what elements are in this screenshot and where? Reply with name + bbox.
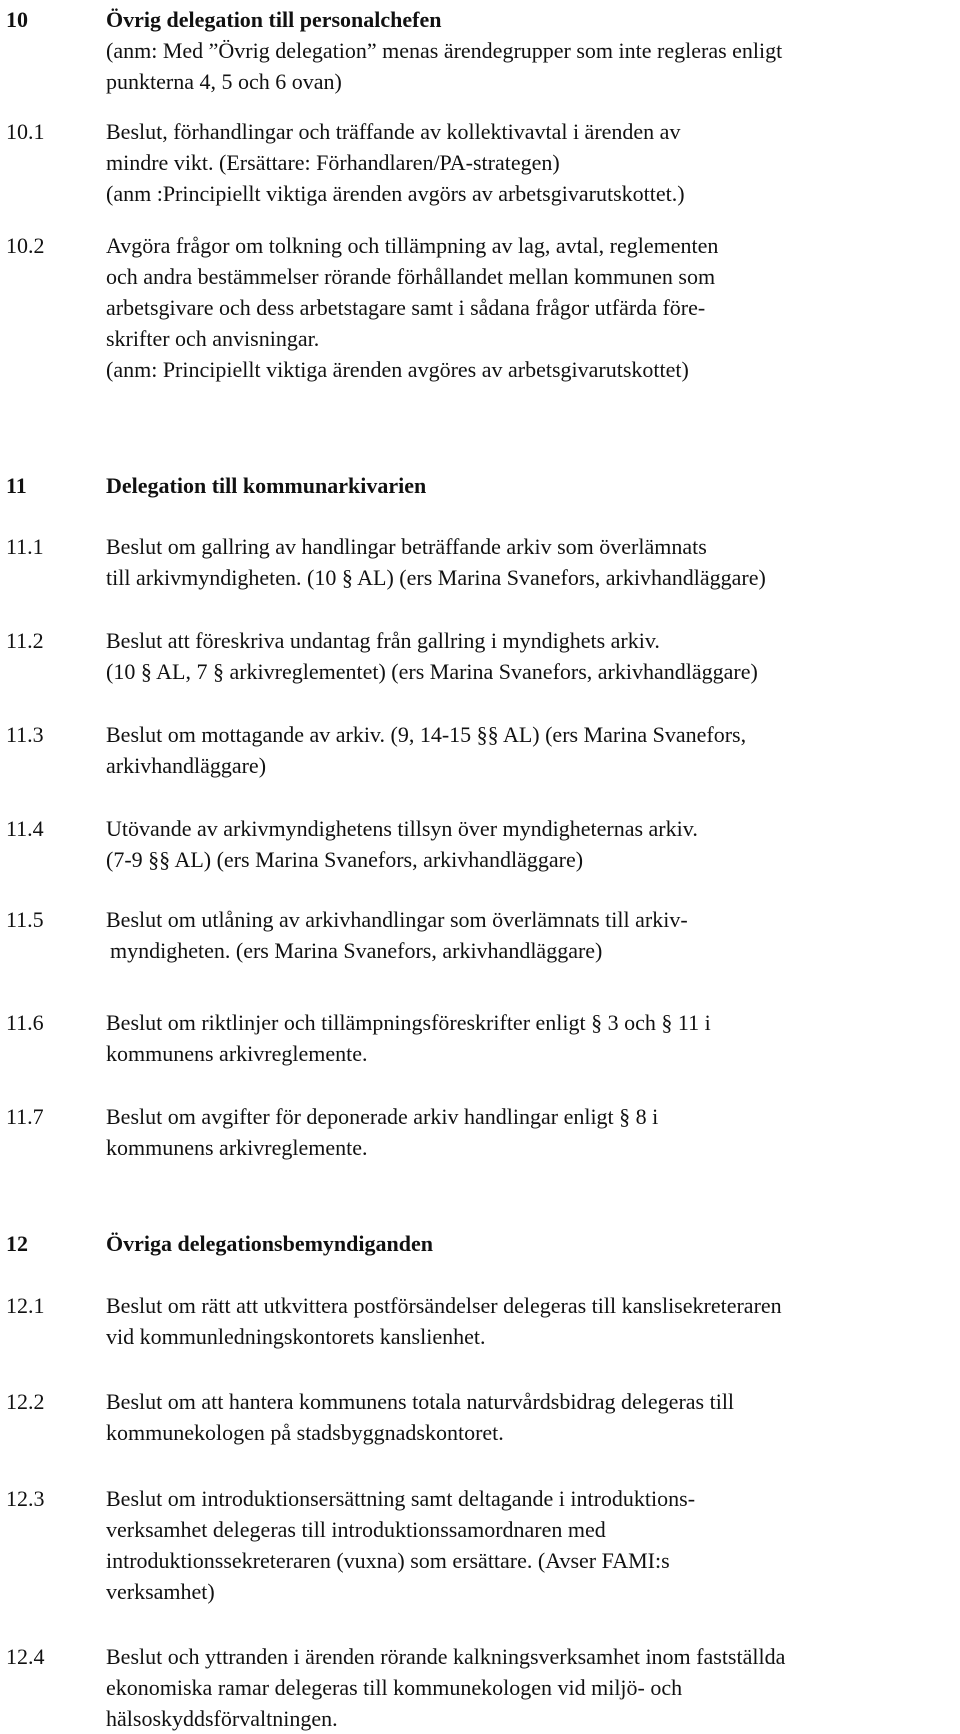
item-line: Beslut om avgifter för deponerade arkiv handlingar enligt § 8 i	[106, 1104, 659, 1129]
item-number: 11.2	[6, 628, 44, 653]
item-number: 11.7	[6, 1104, 44, 1129]
item-line: arkivhandläggare)	[106, 753, 267, 778]
item-number: 12.4	[6, 1644, 45, 1669]
item-number: 11.1	[6, 534, 44, 559]
item-number: 10.2	[6, 233, 45, 258]
item-line: vid kommunledningskontorets kanslienhet.	[106, 1324, 486, 1349]
item-line: skrifter och anvisningar.	[106, 326, 320, 351]
item-number: 12.3	[6, 1486, 45, 1511]
item-line: kommunens arkivreglemente.	[106, 1041, 368, 1066]
item-line: arbetsgivare och dess arbetstagare samt i sådana frågor utfärda före-	[106, 295, 706, 320]
item-line: Beslut om rätt att utkvittera postförsändelser delegeras till kanslisekreteraren	[106, 1293, 782, 1318]
item-line: Beslut om introduktionsersättning samt deltagande i introduktions-	[106, 1486, 696, 1511]
item-line: hälsoskyddsförvaltningen.	[106, 1706, 338, 1731]
item-line: kommunens arkivreglemente.	[106, 1135, 368, 1160]
item-line: mindre vikt. (Ersättare: Förhandlaren/PA-strategen)	[106, 150, 560, 175]
item-line: Utövande av arkivmyndighetens tillsyn över myndigheternas arkiv.	[106, 816, 698, 841]
item-number: 11.5	[6, 907, 44, 932]
section-number: 10	[6, 7, 28, 32]
section-number: 11	[6, 473, 27, 498]
item-number: 11.3	[6, 722, 44, 747]
item-number: 11.6	[6, 1010, 44, 1035]
section-note: punkterna 4, 5 och 6 ovan)	[106, 69, 342, 94]
item-line: och andra bestämmelser rörande förhållandet mellan kommunen som	[106, 264, 716, 289]
item-line: Beslut och yttranden i ärenden rörande kalkningsverksamhet inom fastställda	[106, 1644, 786, 1669]
item-line: kommunekologen på stadsbyggnadskontoret.	[106, 1420, 504, 1445]
item-number: 10.1	[6, 119, 45, 144]
item-line: introduktionssekreteraren (vuxna) som ersättare. (Avser FAMI:s	[106, 1548, 670, 1573]
item-line: verksamhet delegeras till introduktionssamordnaren med	[106, 1517, 606, 1542]
item-line: (7-9 §§ AL) (ers Marina Svanefors, arkivhandläggare)	[106, 847, 584, 872]
item-line: Avgöra frågor om tolkning och tillämpning av lag, avtal, reglementen	[106, 233, 719, 258]
item-line: (10 § AL, 7 § arkivreglementet) (ers Marina Svanefors, arkivhandläggare)	[106, 659, 758, 684]
item-number: 12.1	[6, 1293, 45, 1318]
item-line: (anm: Principiellt viktiga ärenden avgöres av arbetsgivarutskottet)	[106, 357, 689, 382]
section-title: Delegation till kommunarkivarien	[106, 473, 427, 498]
section-title: Övriga delegationsbemyndiganden	[106, 1231, 433, 1256]
item-line: ekonomiska ramar delegeras till kommunekologen vid miljö- och	[106, 1675, 683, 1700]
item-line: till arkivmyndigheten. (10 § AL) (ers Marina Svanefors, arkivhandläggare)	[106, 565, 766, 590]
item-number: 12.2	[6, 1389, 45, 1414]
item-line: Beslut om gallring av handlingar beträffande arkiv som överlämnats	[106, 534, 707, 559]
item-number: 11.4	[6, 816, 44, 841]
item-line: Beslut, förhandlingar och träffande av kollektivavtal i ärenden av	[106, 119, 681, 144]
section-note: (anm: Med ”Övrig delegation” menas ärendegrupper som inte regleras enligt	[106, 38, 783, 63]
item-line: (anm :Principiellt viktiga ärenden avgörs av arbetsgivarutskottet.)	[106, 181, 685, 206]
section-number: 12	[6, 1231, 28, 1256]
item-line: Beslut om riktlinjer och tillämpningsföreskrifter enligt § 3 och § 11 i	[106, 1010, 711, 1035]
item-line: myndigheten. (ers Marina Svanefors, arkivhandläggare)	[110, 938, 603, 963]
section-title: Övrig delegation till personalchefen	[106, 7, 442, 32]
item-line: Beslut om utlåning av arkivhandlingar som överlämnats till arkiv-	[106, 907, 688, 932]
item-line: Beslut om att hantera kommunens totala naturvårdsbidrag delegeras till	[106, 1389, 735, 1414]
item-line: verksamhet)	[106, 1579, 215, 1604]
item-line: Beslut att föreskriva undantag från gallring i myndighets arkiv.	[106, 628, 660, 653]
item-line: Beslut om mottagande av arkiv. (9, 14-15 §§ AL) (ers Marina Svanefors,	[106, 722, 747, 747]
